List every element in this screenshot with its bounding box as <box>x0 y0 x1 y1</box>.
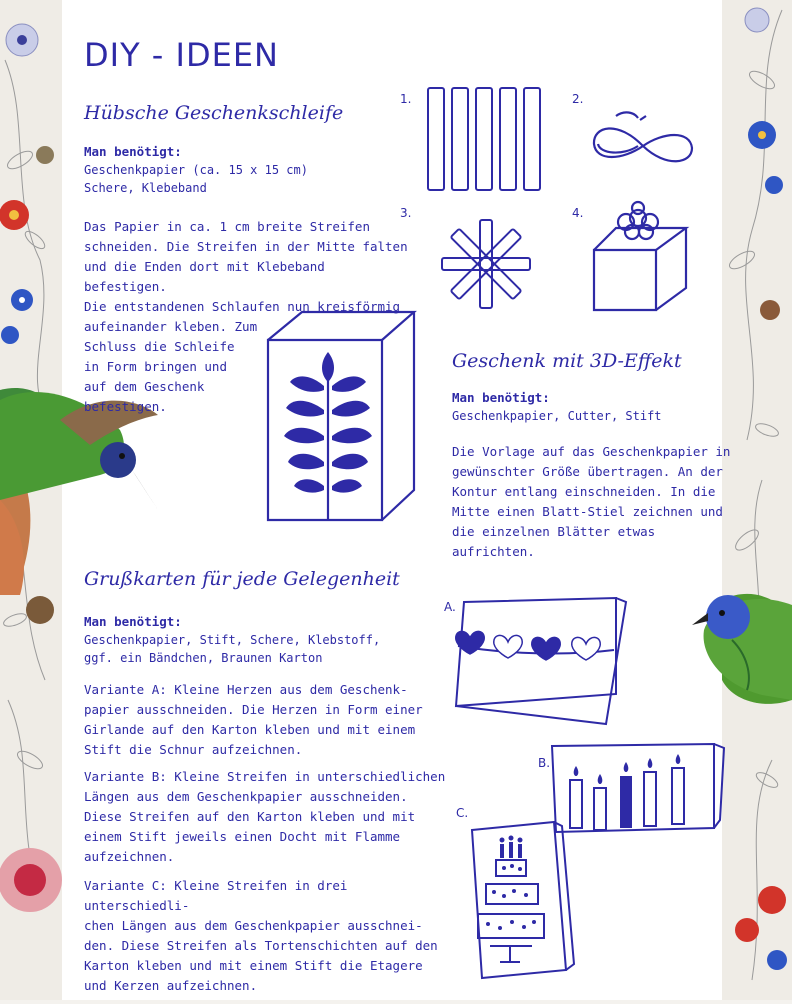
cards-needs-line: ggf. ein Bändchen, Braunen Karton <box>84 651 323 665</box>
section-heading-3d: Geschenk mit 3D-Effekt <box>452 350 682 372</box>
variant-c-line: den. Diese Streifen als Tortenschichten auf den <box>84 938 438 953</box>
step4-gift-box-drawing <box>588 200 698 315</box>
variant-a-line: Girlande auf den Karton kleben und mit einem <box>84 722 416 737</box>
bow-instruction-line: Die entstandenen Schlaufen nun kreisförmig <box>84 299 401 314</box>
step2-folded-loop-drawing <box>588 108 698 178</box>
card-label-b: B. <box>538 756 551 770</box>
step-number-3: 3. <box>400 206 412 220</box>
bow-instruction-line: befestigen. <box>84 399 167 414</box>
cards-needs-label: Man benötigt: <box>84 614 182 629</box>
bow-instruction-line: Das Papier in ca. 1 cm breite Streifen <box>84 219 370 234</box>
bird-right-illustration <box>692 585 792 715</box>
step1-strips-drawing <box>424 86 554 196</box>
variant-b-line: Diese Streifen auf den Karton kleben und mit <box>84 809 416 824</box>
bow-needs-label: Man benötigt: <box>84 144 182 159</box>
variant-a-line: Stift die Schnur aufzeichnen. <box>84 742 303 757</box>
card-a-heart-garland-drawing <box>446 596 636 731</box>
card-label-a: A. <box>444 600 456 614</box>
bow-needs-line: Geschenkpapier (ca. 15 x 15 cm) <box>84 163 308 177</box>
card-label-c: C. <box>456 806 469 820</box>
variant-b-line: einem Stift jeweils einen Docht mit Flamme <box>84 829 401 844</box>
bow-needs-line: Schere, Klebeband <box>84 181 207 195</box>
bow-needs-list <box>84 161 308 197</box>
variant-c-line: Karton kleben und mit einem Stift die Etagere <box>84 958 423 973</box>
section-heading-cards: Grußkarten für jede Gelegenheit <box>84 568 400 590</box>
bow-instruction-line: schneiden. Die Streifen in der Mitte falten <box>84 239 408 254</box>
variant-b-line: Variante B: Kleine Streifen in unterschiedlichen <box>84 769 446 784</box>
3d-instruction-line: Die Vorlage auf das Geschenkpapier in <box>452 444 731 459</box>
step-number-4: 4. <box>572 206 584 220</box>
leaf-3d-gift-drawing <box>262 300 422 525</box>
3d-instruction-line: die einzelnen Blätter etwas aufrichten. <box>452 524 656 559</box>
3d-needs-label: Man benötigt: <box>452 390 550 405</box>
cards-needs-line: Geschenkpapier, Stift, Schere, Klebstoff, <box>84 633 381 647</box>
step3-radial-bow-drawing <box>436 214 536 314</box>
step-number-2: 2. <box>572 92 584 106</box>
variant-a-line: papier ausschneiden. Die Herzen in Form einer <box>84 702 423 717</box>
right-floral-border <box>722 0 792 1000</box>
bow-instruction-line: aufeinander kleben. Zum <box>84 319 258 334</box>
section-heading-bow: Hübsche Geschenkschleife <box>84 102 344 124</box>
step-number-1: 1. <box>400 92 412 106</box>
3d-instruction-line: gewünschter Größe übertragen. An der <box>452 464 723 479</box>
bow-instruction-line: auf dem Geschenk <box>84 379 205 394</box>
3d-instruction-line: Kontur entlang einschneiden. In die <box>452 484 716 499</box>
3d-instructions <box>452 442 732 562</box>
variant-a-line: Variante A: Kleine Herzen aus dem Geschenk- <box>84 682 408 697</box>
variant-b-line: aufzeichnen. <box>84 849 175 864</box>
right-floral-illustration <box>722 0 792 1000</box>
3d-needs-line: Geschenkpapier, Cutter, Stift <box>452 409 662 423</box>
cards-needs-list <box>84 631 380 667</box>
bow-instruction-line: und die Enden dort mit Klebeband befestigen. <box>84 259 325 294</box>
bow-instruction-line: in Form bringen und <box>84 359 227 374</box>
bow-instruction-line: Schluss die Schleife <box>84 339 235 354</box>
3d-needs-list <box>452 407 662 425</box>
variant-c-line: und Kerzen aufzeichnen. <box>84 978 258 993</box>
3d-instruction-line: Mitte einen Blatt-Stiel zeichnen und <box>452 504 723 519</box>
card-c-cake-drawing <box>470 820 580 980</box>
variant-c-line: Variante C: Kleine Streifen in drei unterschiedli- <box>84 878 348 913</box>
variant-b-line: Längen aus dem Geschenkpapier ausschneiden. <box>84 789 408 804</box>
variant-c-text <box>84 876 454 996</box>
variant-c-line: chen Längen aus dem Geschenkpapier ausschnei- <box>84 918 423 933</box>
variant-b-text <box>84 767 454 867</box>
page-title: DIY - IDEEN <box>84 36 279 74</box>
variant-a-text <box>84 680 454 760</box>
